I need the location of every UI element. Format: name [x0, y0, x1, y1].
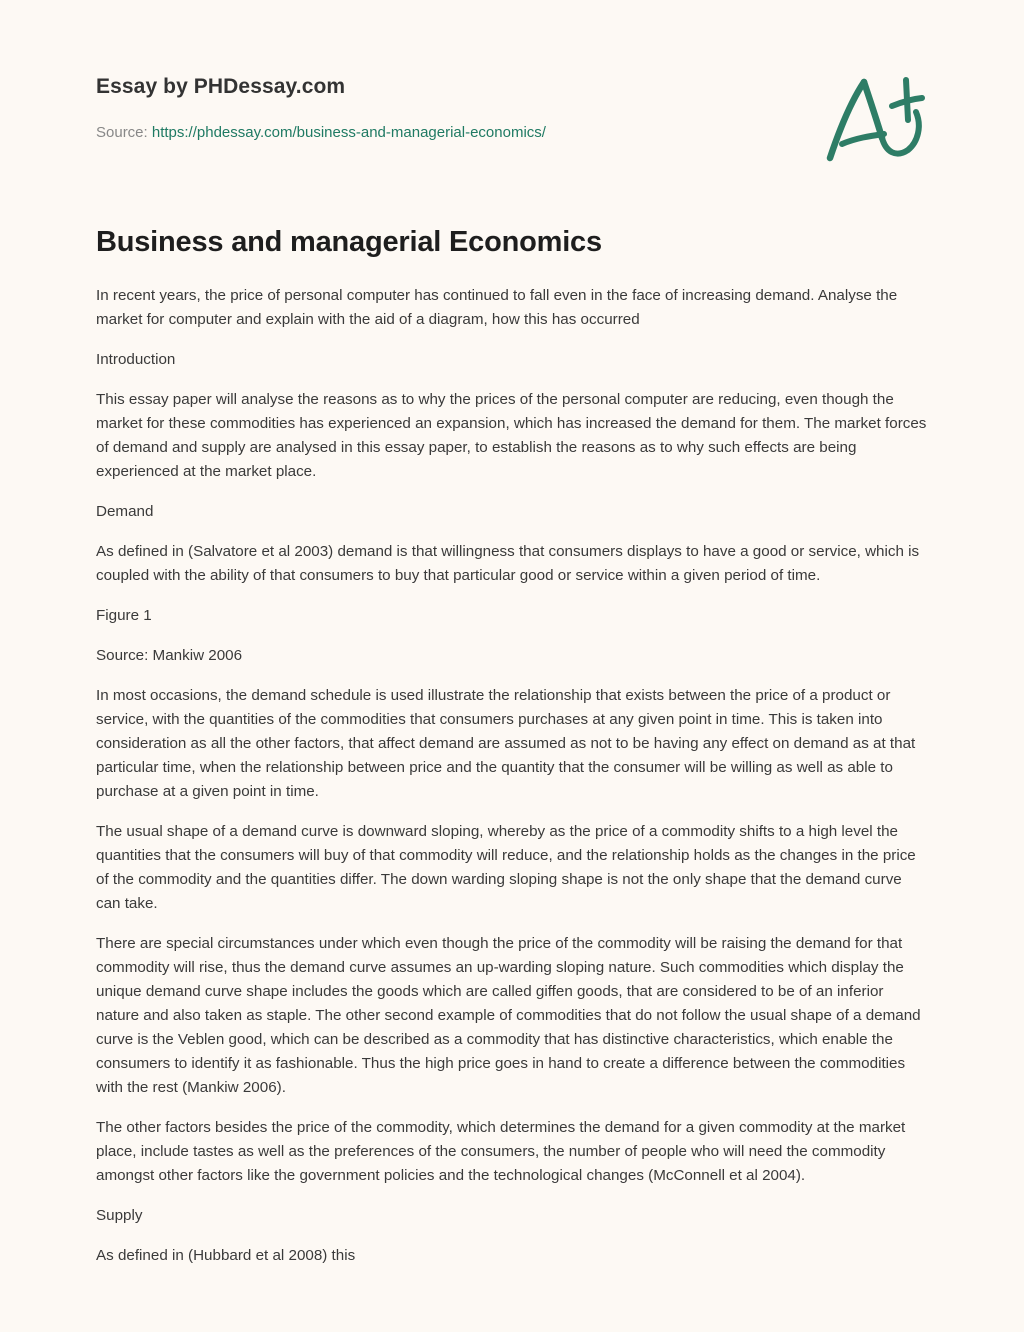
paragraph: As defined in (Salvatore et al 2003) demand is that willingness that consumers displays to have a good or service, which is coupled with the ability of that consumers to buy that particular good or service within a given period of time.	[96, 543, 920, 584]
figure-source: Source: Mankiw 2006	[96, 647, 243, 664]
figure-label: Figure 1	[96, 607, 152, 624]
section-heading-introduction: Introduction	[96, 351, 176, 368]
site-title: Essay by PHDessay.com	[96, 75, 346, 98]
essay-title: Business and managerial Economics	[96, 226, 602, 258]
source-label: Source:	[96, 124, 152, 141]
paragraph: This essay paper will analyse the reasons as to why the prices of the personal computer are reducing, even though the market for these commodities has experienced an expansion, which has increased the demand for them. The market forces of demand and supply are analysed in this essay paper, to establish the reasons as to why such effects are being experienced at the market place.	[96, 391, 927, 480]
essay-question: In recent years, the price of personal computer has continued to fall even in the face of increasing demand. Analyse the market for computer and explain with the aid of a diagram, how this has occurred	[96, 287, 898, 328]
section-heading-demand: Demand	[96, 503, 154, 520]
page-header	[96, 0, 928, 200]
source-line	[96, 124, 546, 141]
paragraph: As defined in (Hubbard et al 2008) this	[96, 1247, 356, 1264]
essay-page	[96, 0, 928, 1264]
essay-body	[96, 284, 928, 1284]
paragraph: In most occasions, the demand schedule is used illustrate the relationship that exists between the price of a product or service, with the quantities of the commodities that consumers purchases at any given point in time. This is taken into consideration as all the other factors, that affect demand are assumed as not to be having any effect on demand as at that particular time, when the relationship between price and the quantity that the consumer will be willing as well as able to purchase at a given point in time.	[96, 687, 916, 800]
paragraph: There are special circumstances under which even though the price of the commodity will be raising the demand for that commodity will rise, thus the demand curve assumes an up-warding sloping nature. Such commodities which display the unique demand curve shape includes the goods which are called giffen goods, that are considered to be of an inferior nature and also taken as staple. The other second example of commodities that do not follow the usual shape of a demand curve is the Veblen good, which can be described as a commodity that has distinctive characteristics, which enable the consumers to identify it as fashionable. Thus the high price goes in hand to create a difference between the commodities with the rest (Mankiw 2006).	[96, 935, 921, 1096]
paragraph: The other factors besides the price of the commodity, which determines the demand for a given commodity at the market place, include tastes as well as the preferences of the consumers, the number of people who will need the commodity amongst other factors like the government policies and the technological changes (McConnell et al 2004).	[96, 1119, 906, 1184]
section-heading-supply: Supply	[96, 1207, 143, 1224]
a-plus-grade-icon	[822, 66, 932, 166]
paragraph: The usual shape of a demand curve is downward sloping, whereby as the price of a commodity shifts to a high level the quantities that the consumers will buy of that commodity will reduce, and the relationship holds as the changes in the price of the commodity and the quantities differ. The down warding sloping shape is not the only shape that the demand curve can take.	[96, 823, 916, 912]
source-link[interactable]: https://phdessay.com/business-and-managerial-economics/	[151, 124, 546, 141]
